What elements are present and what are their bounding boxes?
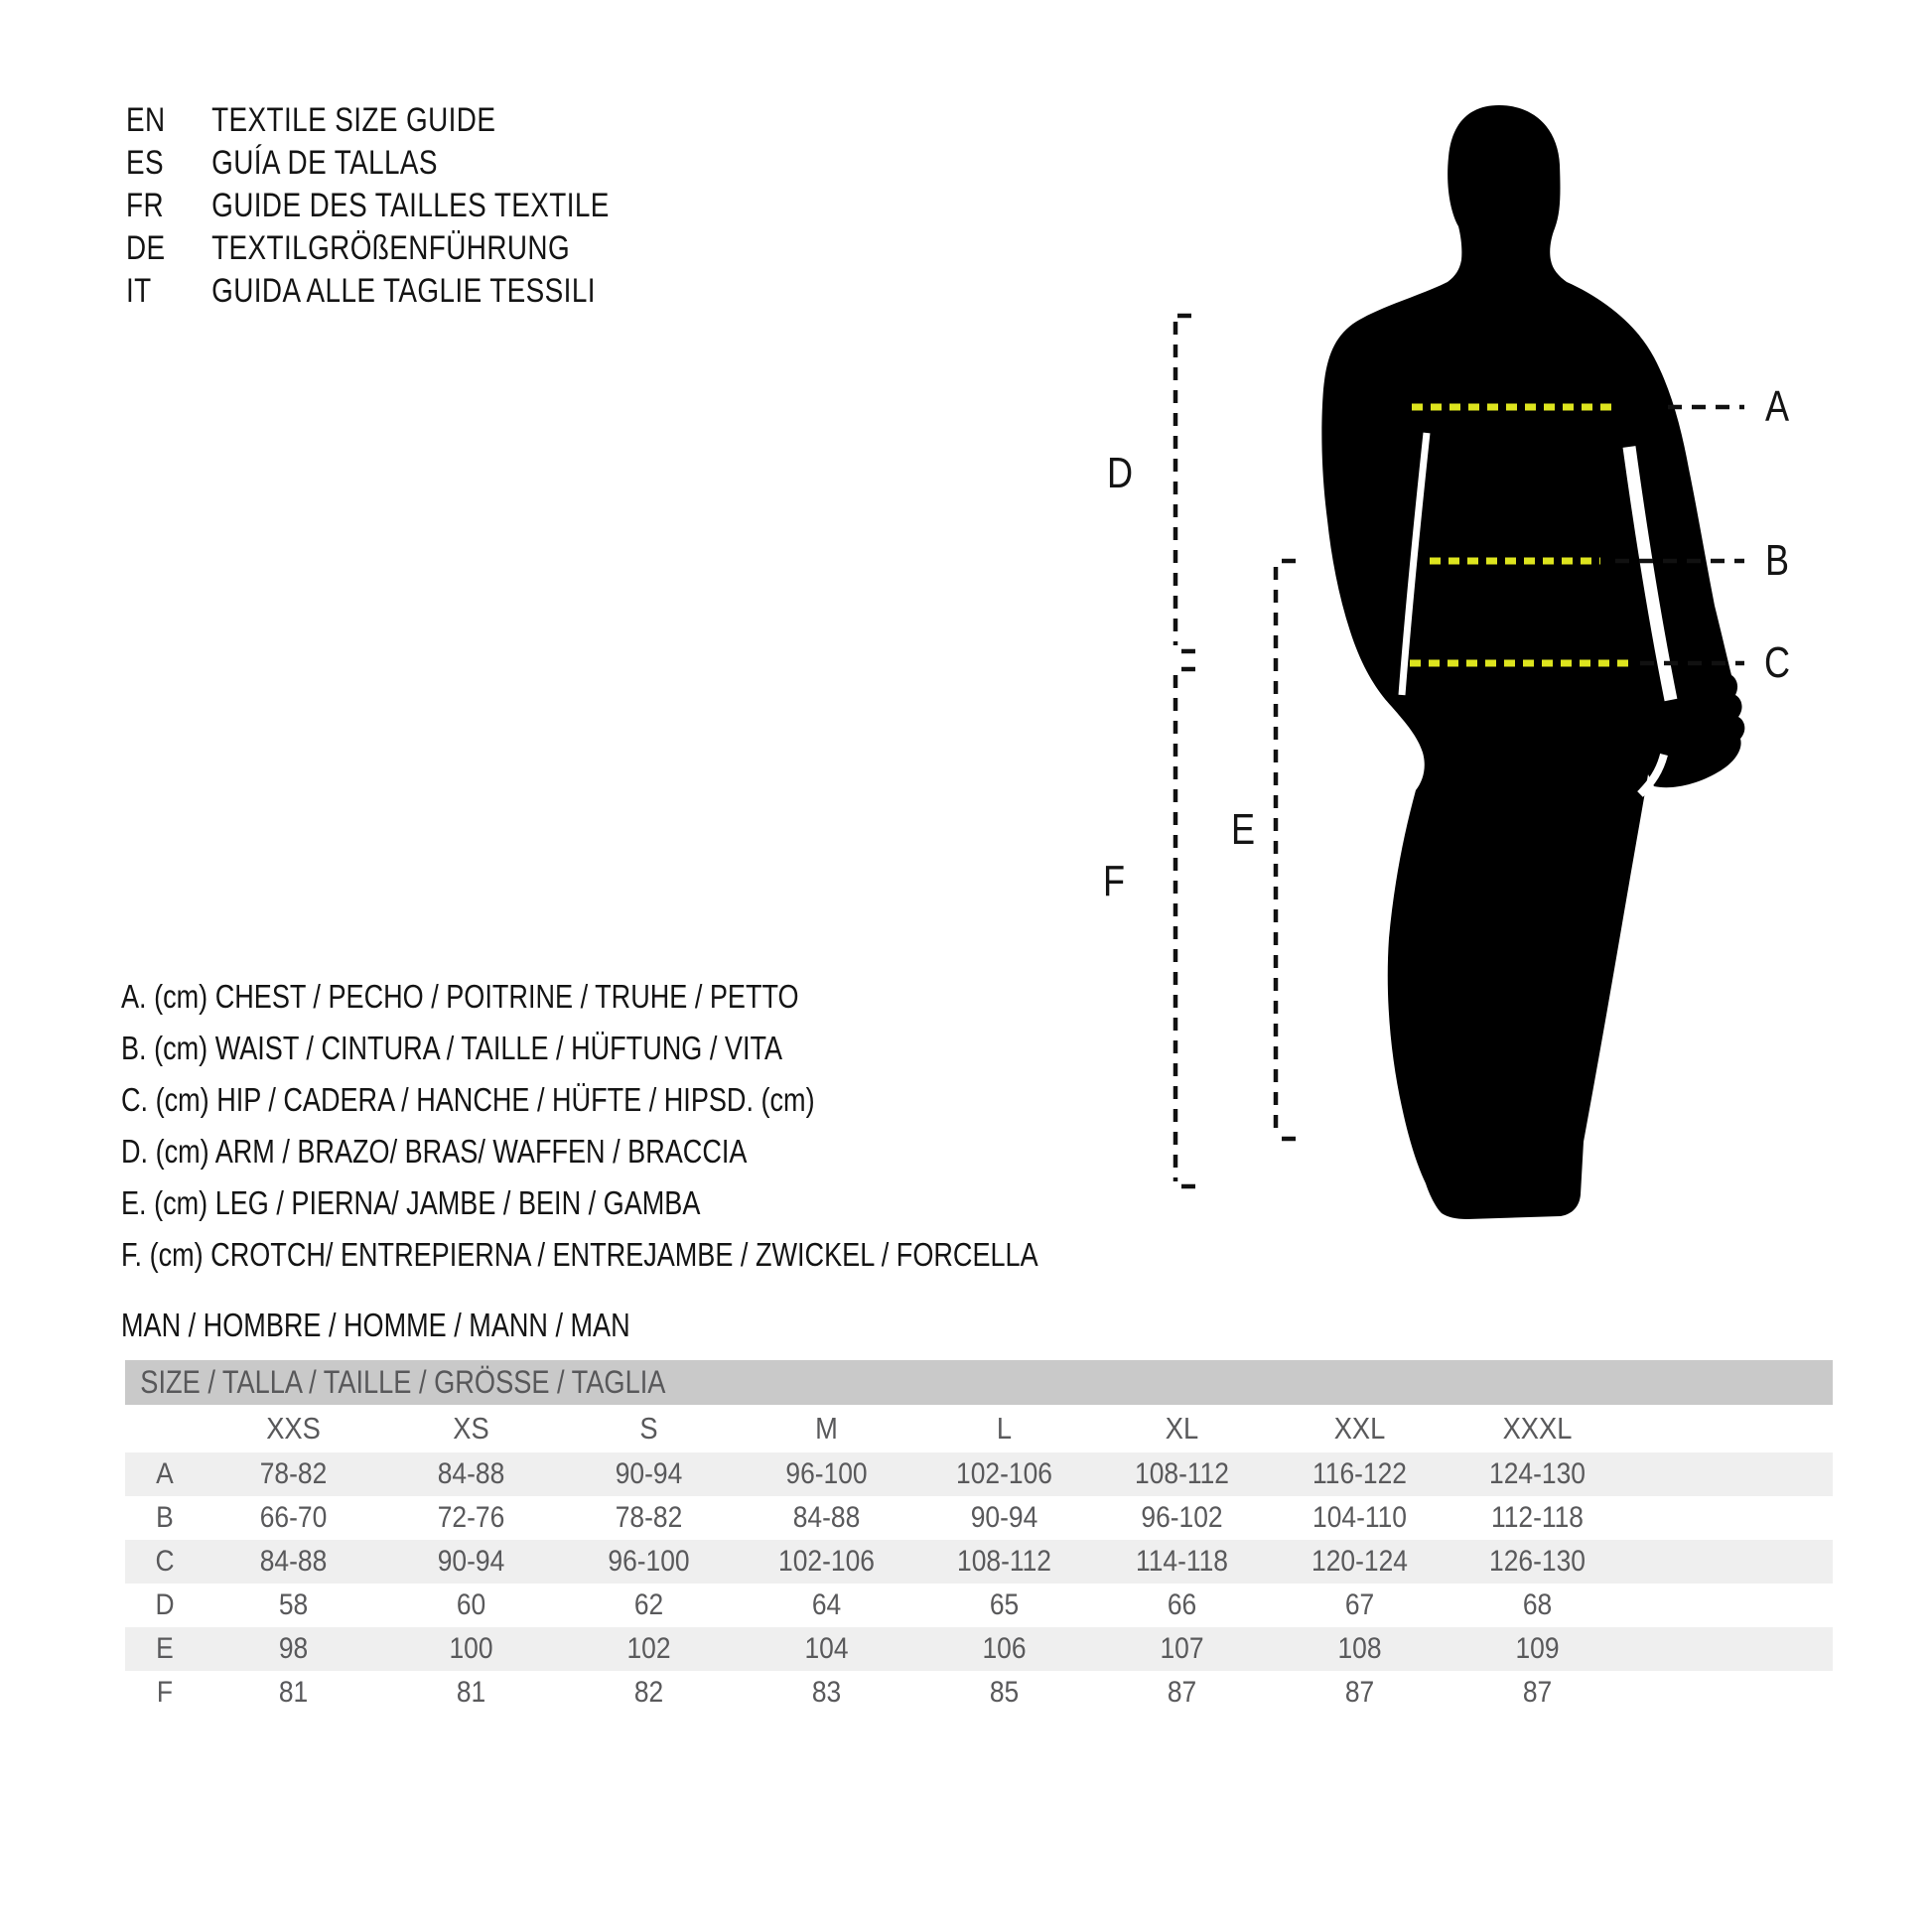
lang-code: ES bbox=[126, 144, 165, 182]
table-row-e bbox=[125, 1627, 1833, 1671]
size-col-xl: XL bbox=[1165, 1411, 1199, 1446]
value-cell: 78-82 bbox=[259, 1457, 328, 1490]
definition-arm: D. (cm) ARM / BRAZO/ BRAS/ WAFFEN / BRACCIA bbox=[121, 1133, 748, 1170]
language-title-block bbox=[126, 99, 716, 313]
label-hip-c: C bbox=[1763, 637, 1791, 687]
value-cell: 84-88 bbox=[259, 1545, 328, 1578]
table-row-c bbox=[125, 1540, 1833, 1584]
value-cell: 100 bbox=[449, 1632, 493, 1665]
guide-title: GUÍA DE TALLAS bbox=[211, 144, 438, 182]
value-cell: 81 bbox=[278, 1676, 309, 1709]
size-col-xxl: XXL bbox=[1333, 1411, 1386, 1446]
label-chest-a: A bbox=[1764, 381, 1790, 431]
row-label: A bbox=[156, 1457, 174, 1490]
value-cell: 107 bbox=[1160, 1632, 1204, 1665]
value-cell: 81 bbox=[456, 1676, 486, 1709]
value-cell: 82 bbox=[633, 1676, 664, 1709]
filler-cell bbox=[1638, 1452, 1820, 1496]
label-arm-d: D bbox=[1106, 448, 1134, 497]
value-cell: 62 bbox=[633, 1588, 664, 1621]
size-col-s: S bbox=[639, 1411, 658, 1446]
filler-cell bbox=[1638, 1671, 1820, 1715]
lang-code: DE bbox=[126, 229, 166, 267]
value-cell: 112-118 bbox=[1491, 1501, 1584, 1534]
value-cell: 66-70 bbox=[259, 1501, 328, 1534]
size-table-title: SIZE / TALLA / TAILLE / GRÖSSE / TAGLIA bbox=[140, 1364, 666, 1400]
guide-title: GUIDA ALLE TAGLIE TESSILI bbox=[211, 272, 596, 310]
value-cell: 58 bbox=[278, 1588, 309, 1621]
value-cell: 87 bbox=[1522, 1676, 1553, 1709]
value-cell: 90-94 bbox=[615, 1457, 683, 1490]
definition-chest: A. (cm) CHEST / PECHO / POITRINE / TRUHE / PETTO bbox=[121, 978, 799, 1015]
value-cell: 96-102 bbox=[1141, 1501, 1223, 1534]
size-col-xxxl: XXXL bbox=[1502, 1411, 1573, 1446]
filler-cell bbox=[1638, 1540, 1820, 1584]
size-col-xs: XS bbox=[453, 1411, 489, 1446]
lang-row-it bbox=[126, 270, 610, 313]
filler-cell bbox=[1638, 1405, 1820, 1452]
value-cell: 67 bbox=[1344, 1588, 1375, 1621]
value-cell: 84-88 bbox=[792, 1501, 861, 1534]
value-cell: 90-94 bbox=[970, 1501, 1038, 1534]
value-cell: 102-106 bbox=[778, 1545, 875, 1578]
value-cell: 104-110 bbox=[1312, 1501, 1407, 1534]
size-col-xxs: XXS bbox=[266, 1411, 321, 1446]
value-cell: 68 bbox=[1522, 1588, 1553, 1621]
lang-row-es bbox=[126, 142, 610, 185]
value-cell: 87 bbox=[1167, 1676, 1197, 1709]
value-cell: 72-76 bbox=[437, 1501, 505, 1534]
value-cell: 124-130 bbox=[1489, 1457, 1586, 1490]
table-row-f bbox=[125, 1671, 1833, 1715]
size-col-l: L bbox=[996, 1411, 1013, 1446]
guide-title: GUIDE DES TAILLES TEXTILE bbox=[211, 187, 610, 224]
label-waist-b: B bbox=[1764, 535, 1790, 585]
size-table-header-bar bbox=[125, 1360, 1833, 1405]
size-table bbox=[125, 1360, 1833, 1715]
row-label: C bbox=[155, 1545, 175, 1578]
size-header-row bbox=[125, 1405, 1833, 1452]
lang-row-fr bbox=[126, 185, 610, 227]
label-crotch-f: F bbox=[1102, 856, 1126, 905]
guide-title: TEXTILGRÖßENFÜHRUNG bbox=[211, 229, 571, 267]
definition-crotch: F. (cm) CROTCH/ ENTREPIERNA / ENTREJAMBE / ZWICKEL / FORCELLA bbox=[121, 1236, 1038, 1273]
value-cell: 106 bbox=[982, 1632, 1027, 1665]
row-label: D bbox=[155, 1588, 175, 1621]
table-row-d bbox=[125, 1584, 1833, 1627]
value-cell: 84-88 bbox=[437, 1457, 505, 1490]
lang-code: FR bbox=[126, 187, 164, 224]
size-col-m: M bbox=[815, 1411, 838, 1446]
value-cell: 83 bbox=[811, 1676, 842, 1709]
value-cell: 102 bbox=[626, 1632, 671, 1665]
gender-heading: MAN / HOMBRE / HOMME / MANN / MAN bbox=[121, 1306, 630, 1343]
value-cell: 126-130 bbox=[1489, 1545, 1586, 1578]
value-cell: 98 bbox=[278, 1632, 309, 1665]
value-cell: 87 bbox=[1344, 1676, 1375, 1709]
filler-cell bbox=[1638, 1496, 1820, 1540]
lang-code: IT bbox=[126, 272, 152, 310]
value-cell: 60 bbox=[456, 1588, 486, 1621]
value-cell: 108 bbox=[1337, 1632, 1382, 1665]
guide-title: TEXTILE SIZE GUIDE bbox=[211, 101, 496, 139]
value-cell: 96-100 bbox=[785, 1457, 868, 1490]
value-cell: 102-106 bbox=[956, 1457, 1052, 1490]
value-cell: 66 bbox=[1167, 1588, 1197, 1621]
label-leg-e: E bbox=[1230, 804, 1256, 854]
row-label: B bbox=[156, 1501, 174, 1534]
table-row-a bbox=[125, 1452, 1833, 1496]
value-cell: 85 bbox=[989, 1676, 1020, 1709]
measurement-definitions bbox=[121, 971, 1239, 1281]
value-cell: 108-112 bbox=[1135, 1457, 1229, 1490]
value-cell: 64 bbox=[811, 1588, 842, 1621]
table-row-b bbox=[125, 1496, 1833, 1540]
value-cell: 78-82 bbox=[615, 1501, 683, 1534]
row-label: F bbox=[156, 1676, 174, 1709]
row-label: E bbox=[156, 1632, 174, 1665]
value-cell: 65 bbox=[989, 1588, 1020, 1621]
value-cell: 104 bbox=[804, 1632, 849, 1665]
definition-waist: B. (cm) WAIST / CINTURA / TAILLE / HÜFTUNG / VITA bbox=[121, 1030, 783, 1066]
value-cell: 90-94 bbox=[437, 1545, 505, 1578]
filler-cell bbox=[1638, 1584, 1820, 1627]
value-cell: 116-122 bbox=[1312, 1457, 1407, 1490]
definition-leg: E. (cm) LEG / PIERNA/ JAMBE / BEIN / GAMBA bbox=[121, 1184, 701, 1221]
corner-cell bbox=[130, 1405, 200, 1452]
lang-code: EN bbox=[126, 101, 166, 139]
filler-cell bbox=[1638, 1627, 1820, 1671]
value-cell: 96-100 bbox=[608, 1545, 690, 1578]
value-cell: 108-112 bbox=[957, 1545, 1051, 1578]
value-cell: 114-118 bbox=[1136, 1545, 1228, 1578]
lang-row-de bbox=[126, 227, 610, 270]
value-cell: 109 bbox=[1515, 1632, 1560, 1665]
value-cell: 120-124 bbox=[1311, 1545, 1408, 1578]
definition-hip: C. (cm) HIP / CADERA / HANCHE / HÜFTE / HIPSD. (cm) bbox=[121, 1081, 815, 1118]
lang-row-en bbox=[126, 99, 610, 142]
